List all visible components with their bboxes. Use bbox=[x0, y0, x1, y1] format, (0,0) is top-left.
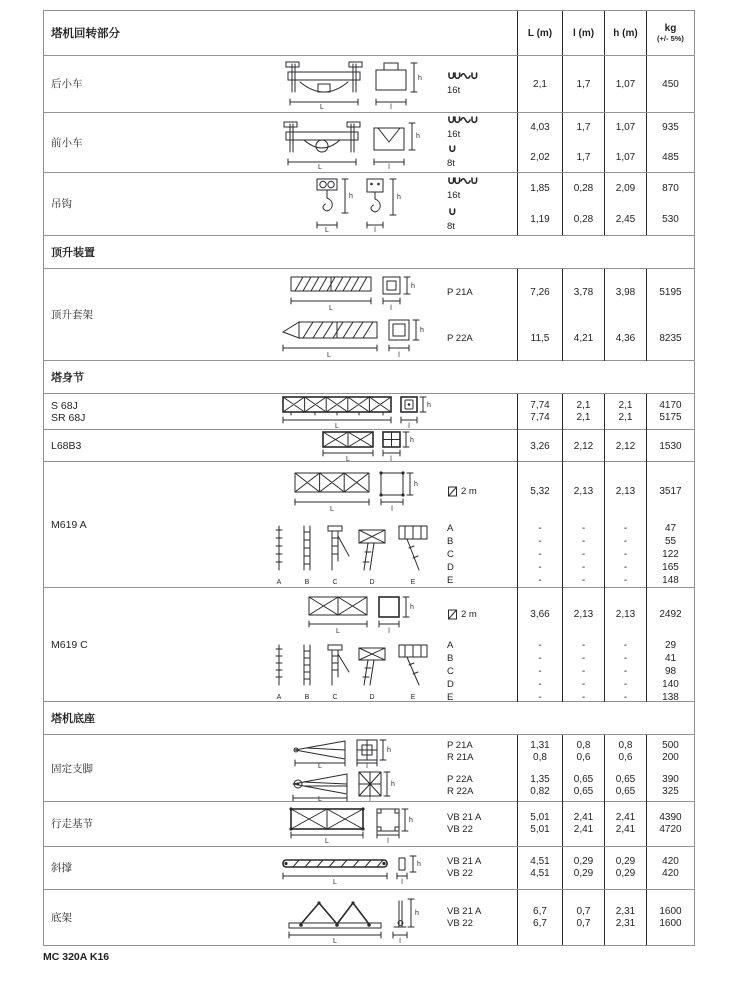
section-header-mast: 塔身节 bbox=[44, 361, 694, 394]
travel-base-drawing bbox=[192, 802, 443, 846]
value-kg: 29 41 98 140 138 bbox=[646, 640, 694, 702]
dim-label-h: h bbox=[410, 437, 414, 444]
front-trolley-drawing bbox=[192, 113, 443, 172]
value-kg: 420 420 bbox=[646, 847, 694, 889]
variant-cell bbox=[443, 802, 517, 846]
fixing-leg-22-drawing bbox=[192, 769, 443, 802]
dim-label-L: L bbox=[333, 937, 337, 943]
dim-label-L: L bbox=[335, 423, 339, 430]
value-kg: 47 55 122 165 148 bbox=[646, 520, 694, 588]
value-kg: 3517 bbox=[646, 462, 694, 520]
value-L: 5,32 bbox=[517, 462, 562, 520]
value-l: 1,7 bbox=[562, 56, 604, 112]
cage-p22a-drawing bbox=[192, 315, 443, 361]
variant-name: R 22A bbox=[447, 785, 474, 797]
capacity-label: 8t bbox=[447, 158, 455, 170]
cage-views-drawing bbox=[279, 316, 439, 360]
dim-label-l: l bbox=[398, 352, 400, 359]
hook-reeving-16t-icon bbox=[447, 177, 481, 188]
mast-section-drawing bbox=[293, 469, 439, 513]
value-h: 1,07 1,07 bbox=[604, 113, 646, 172]
row-label: 后小车 bbox=[51, 78, 83, 90]
value-L: 4,51 4,51 bbox=[517, 847, 562, 889]
value-l: 0,65 0,65 bbox=[562, 769, 604, 802]
dim-label-h: h bbox=[391, 781, 395, 788]
row-label: 前小车 bbox=[51, 136, 83, 149]
row-label: M619 A bbox=[51, 519, 87, 531]
value-l: 0,7 0,7 bbox=[562, 890, 604, 945]
part-letter: B bbox=[304, 579, 310, 586]
part-letter: C bbox=[332, 579, 338, 586]
row-hook bbox=[44, 173, 694, 236]
variant-cell bbox=[443, 847, 517, 889]
row-travel-base bbox=[44, 802, 694, 847]
value-h: - - - - - bbox=[604, 520, 646, 588]
dim-label-h: h bbox=[397, 194, 401, 201]
brace-drawing bbox=[192, 847, 443, 889]
dim-label-l: l bbox=[374, 227, 376, 233]
variant-name: VB 22 bbox=[447, 824, 473, 835]
dim-label-h: h bbox=[417, 861, 421, 868]
dim-label-L: L bbox=[320, 104, 324, 110]
dim-label-l: l bbox=[391, 506, 393, 513]
value-kg: 8235 bbox=[646, 315, 694, 361]
value-h: 2,13 bbox=[604, 462, 646, 520]
mast-section-drawing bbox=[281, 394, 439, 430]
value-h: 2,09 2,45 bbox=[604, 173, 646, 235]
dim-label-L: L bbox=[346, 456, 350, 462]
value-l: - - - - - bbox=[562, 640, 604, 702]
value-L: 1,31 0,8 bbox=[517, 735, 562, 769]
value-L: 1,35 0,82 bbox=[517, 769, 562, 802]
value-h: 2,1 2,1 bbox=[604, 394, 646, 430]
variant-cell bbox=[443, 315, 517, 361]
dim-label-h: h bbox=[427, 402, 431, 409]
mast-section-drawing bbox=[321, 430, 439, 462]
chassis-drawing bbox=[192, 890, 443, 945]
row-l68b3 bbox=[44, 430, 694, 462]
value-h: 0,29 0,29 bbox=[604, 847, 646, 889]
value-l: 1,7 1,7 bbox=[562, 113, 604, 172]
value-l: 2,1 2,1 bbox=[562, 394, 604, 430]
cage-views-drawing bbox=[289, 271, 439, 313]
row-front-trolley bbox=[44, 113, 694, 173]
mast-2m-symbol-icon bbox=[447, 608, 458, 621]
dim-label-L: L bbox=[327, 352, 331, 359]
fixing-leg-drawing bbox=[287, 769, 439, 802]
value-L: 3,66 bbox=[517, 588, 562, 640]
col-header-kg-tolerance: (+/- 5%) bbox=[657, 34, 684, 43]
row-label: M619 C bbox=[51, 639, 88, 651]
m619c-mast-drawing bbox=[192, 588, 443, 640]
value-L: 1,85 1,19 bbox=[517, 173, 562, 235]
mast-parts-drawing bbox=[267, 641, 439, 701]
dim-label-l: l bbox=[366, 762, 368, 769]
value-h: 4,36 bbox=[604, 315, 646, 361]
dim-label-h: h bbox=[416, 132, 420, 140]
value-l: 0,29 0,29 bbox=[562, 847, 604, 889]
capacity-label: 16t bbox=[447, 128, 461, 140]
value-kg: 500 200 bbox=[646, 735, 694, 769]
value-L: 5,01 5,01 bbox=[517, 802, 562, 846]
value-l: 0,28 0,28 bbox=[562, 173, 604, 235]
value-h: 0,8 0,6 bbox=[604, 735, 646, 769]
variant-name: 2 m bbox=[461, 608, 477, 620]
dim-label-h: h bbox=[411, 283, 415, 290]
value-l: 3,78 bbox=[562, 269, 604, 315]
value-L: 6,7 6,7 bbox=[517, 890, 562, 945]
variant-cell bbox=[443, 735, 517, 769]
dim-label-L: L bbox=[330, 506, 334, 513]
dim-label-L: L bbox=[318, 796, 322, 802]
variant-name: P 21A bbox=[447, 286, 473, 298]
dim-label-l: l bbox=[401, 879, 403, 886]
variant-name: R 21A bbox=[447, 752, 474, 763]
value-l: - - - - - bbox=[562, 520, 604, 588]
dim-label-h: h bbox=[409, 817, 413, 824]
col-header-L bbox=[517, 11, 562, 55]
dim-label-h: h bbox=[420, 327, 424, 334]
row-m619a bbox=[44, 462, 694, 588]
variant-cell bbox=[443, 462, 517, 520]
part-letter: A bbox=[276, 694, 282, 701]
mast-section-drawing bbox=[307, 593, 439, 635]
row-label: 顶升套架 bbox=[51, 309, 93, 321]
trolley-views-drawing bbox=[274, 58, 439, 110]
trolley-views-drawing bbox=[274, 116, 439, 170]
fixing-leg-21-drawing bbox=[192, 735, 443, 769]
value-kg: 5195 bbox=[646, 269, 694, 315]
variant-name: P 21A bbox=[447, 740, 473, 751]
value-kg: 1530 bbox=[646, 430, 694, 462]
model-footer: MC 320A K16 bbox=[43, 951, 110, 963]
value-kg: 870 530 bbox=[646, 173, 694, 235]
mast-parts-drawing bbox=[267, 522, 439, 586]
row-diagonal-brace bbox=[44, 847, 694, 890]
col-header-l bbox=[562, 11, 604, 55]
l68b3-mast-drawing bbox=[192, 430, 443, 462]
m619c-parts-drawing bbox=[192, 640, 443, 702]
value-kg: 935 485 bbox=[646, 113, 694, 172]
variant-name: VB 21 A bbox=[447, 856, 482, 867]
part-letter: E bbox=[410, 694, 416, 701]
dim-label-l: l bbox=[388, 628, 390, 635]
dim-label-l: l bbox=[387, 838, 389, 844]
dim-label-h: h bbox=[410, 604, 414, 611]
row-climbing-cage bbox=[44, 269, 694, 361]
variant-cell bbox=[443, 769, 517, 802]
variant-cell: A B C D E bbox=[447, 639, 454, 703]
dim-label-l: l bbox=[390, 456, 392, 462]
dim-label-L: L bbox=[318, 762, 322, 769]
value-l: 4,21 bbox=[562, 315, 604, 361]
capacity-label: 8t bbox=[447, 220, 455, 232]
value-kg: 450 bbox=[646, 56, 694, 112]
value-h: 2,13 bbox=[604, 588, 646, 640]
dim-label-l: l bbox=[390, 305, 392, 312]
value-h: 2,31 2,31 bbox=[604, 890, 646, 945]
value-l: 2,12 bbox=[562, 430, 604, 462]
dim-label-l: l bbox=[388, 163, 390, 170]
value-L: 11,5 bbox=[517, 315, 562, 361]
value-kg: 1600 1600 bbox=[646, 890, 694, 945]
dim-label-h: h bbox=[387, 746, 391, 754]
rear-trolley-drawing bbox=[192, 56, 443, 112]
dim-label-h: h bbox=[415, 909, 419, 917]
variant-name: P 22A bbox=[447, 773, 473, 785]
value-kg: 2492 bbox=[646, 588, 694, 640]
mast-2m-symbol-icon bbox=[447, 485, 458, 498]
variant-cell bbox=[443, 394, 517, 430]
dim-label-L: L bbox=[336, 628, 340, 635]
brace-drawing bbox=[281, 850, 439, 886]
value-kg: 390 325 bbox=[646, 769, 694, 802]
dim-label-l: l bbox=[399, 937, 401, 943]
variant-cell bbox=[443, 173, 517, 235]
value-L: 3,26 bbox=[517, 430, 562, 462]
value-h: 1,07 bbox=[604, 56, 646, 112]
dim-label-L: L bbox=[333, 879, 337, 886]
value-l: 2,13 bbox=[562, 462, 604, 520]
value-h: 2,12 bbox=[604, 430, 646, 462]
dim-label-L: L bbox=[325, 838, 329, 844]
variant-cell bbox=[443, 269, 517, 315]
variant-cell bbox=[443, 890, 517, 945]
row-s68j bbox=[44, 394, 694, 430]
part-letter: E bbox=[410, 579, 416, 586]
hook-reeving-16t-icon bbox=[447, 116, 481, 127]
dim-label-L: L bbox=[329, 305, 333, 312]
value-kg: 4390 4720 bbox=[646, 802, 694, 846]
part-letter: C bbox=[332, 694, 338, 701]
hook-reeving-16t-icon bbox=[447, 72, 481, 83]
s68-mast-drawing bbox=[192, 394, 443, 430]
crane-spec-table bbox=[43, 10, 695, 946]
section-header-jacking: 顶升装置 bbox=[44, 236, 694, 269]
hook-views-drawing bbox=[309, 175, 439, 233]
col-header-L-text: L (m) bbox=[527, 27, 553, 39]
capacity-label: 16t bbox=[447, 85, 461, 96]
chassis-drawing bbox=[287, 893, 439, 943]
value-L: 2,1 bbox=[517, 56, 562, 112]
row-rear-trolley bbox=[44, 56, 694, 113]
row-label: 固定支脚 bbox=[51, 762, 93, 775]
part-letter: B bbox=[304, 694, 310, 701]
hook-reeving-8t-icon bbox=[447, 145, 459, 156]
variant-cell bbox=[443, 56, 517, 112]
row-label: 底架 bbox=[51, 911, 72, 924]
variant-name: P 22A bbox=[447, 332, 473, 344]
row-chassis bbox=[44, 890, 694, 945]
value-L: 7,26 bbox=[517, 269, 562, 315]
table-header-row bbox=[44, 11, 694, 56]
row-label: S 68J SR 68J bbox=[51, 400, 86, 424]
variant-name: VB 22 bbox=[447, 868, 473, 879]
dim-label-h: h bbox=[418, 75, 422, 82]
col-header-h bbox=[604, 11, 646, 55]
value-h: 3,98 bbox=[604, 269, 646, 315]
value-l: 2,41 2,41 bbox=[562, 802, 604, 846]
value-L: - - - - - bbox=[517, 640, 562, 702]
value-l: 2,13 bbox=[562, 588, 604, 640]
row-label: 斜撑 bbox=[51, 862, 72, 874]
part-letter: D bbox=[369, 694, 375, 701]
variant-cell: A B C D E bbox=[447, 522, 454, 586]
variant-name: VB 22 bbox=[447, 917, 473, 929]
dim-label-l: l bbox=[369, 796, 371, 802]
variant-name: 2 m bbox=[461, 485, 477, 497]
col-header-h-text: h (m) bbox=[613, 27, 638, 39]
variant-cell bbox=[443, 113, 517, 172]
hook-drawing bbox=[192, 173, 443, 235]
col-header-l-text: l (m) bbox=[572, 27, 595, 39]
value-L: 7,74 7,74 bbox=[517, 394, 562, 430]
section-header-base: 塔机底座 bbox=[44, 702, 694, 735]
dim-label-L: L bbox=[318, 163, 322, 170]
fixing-leg-drawing bbox=[287, 736, 439, 769]
m619a-parts-drawing bbox=[192, 520, 443, 588]
cage-p21a-drawing bbox=[192, 269, 443, 315]
m619a-mast-drawing bbox=[192, 462, 443, 520]
variant-cell bbox=[443, 430, 517, 462]
travel-base-drawing bbox=[289, 804, 439, 844]
col-header-kg-text: kg bbox=[664, 23, 677, 34]
value-h: - - - - - bbox=[604, 640, 646, 702]
row-fixing-legs bbox=[44, 735, 694, 802]
value-kg: 4170 5175 bbox=[646, 394, 694, 430]
part-letter: D bbox=[369, 579, 375, 586]
col-header-kg bbox=[646, 11, 694, 55]
value-L: - - - - - bbox=[517, 520, 562, 588]
dim-label-h: h bbox=[414, 481, 418, 488]
value-h: 0,65 0,65 bbox=[604, 769, 646, 802]
row-m619c bbox=[44, 588, 694, 702]
variant-name: VB 21 A bbox=[447, 812, 482, 823]
dim-label-l: l bbox=[390, 104, 392, 110]
dim-label-h: h bbox=[349, 193, 353, 200]
part-letter: A bbox=[276, 579, 282, 586]
variant-name: VB 21 A bbox=[447, 905, 482, 917]
table-title: 塔机回转部分 bbox=[51, 28, 120, 40]
row-label: 吊钩 bbox=[51, 198, 72, 210]
value-l: 0,8 0,6 bbox=[562, 735, 604, 769]
hook-reeving-8t-icon bbox=[447, 208, 459, 219]
dim-label-L: L bbox=[325, 227, 329, 233]
row-label: L68B3 bbox=[51, 440, 82, 452]
value-h: 2,41 2,41 bbox=[604, 802, 646, 846]
row-label: 行走基节 bbox=[51, 818, 93, 830]
dim-label-l: l bbox=[408, 423, 410, 430]
value-L: 4,03 2,02 bbox=[517, 113, 562, 172]
capacity-label: 16t bbox=[447, 189, 461, 201]
variant-cell bbox=[443, 588, 517, 640]
